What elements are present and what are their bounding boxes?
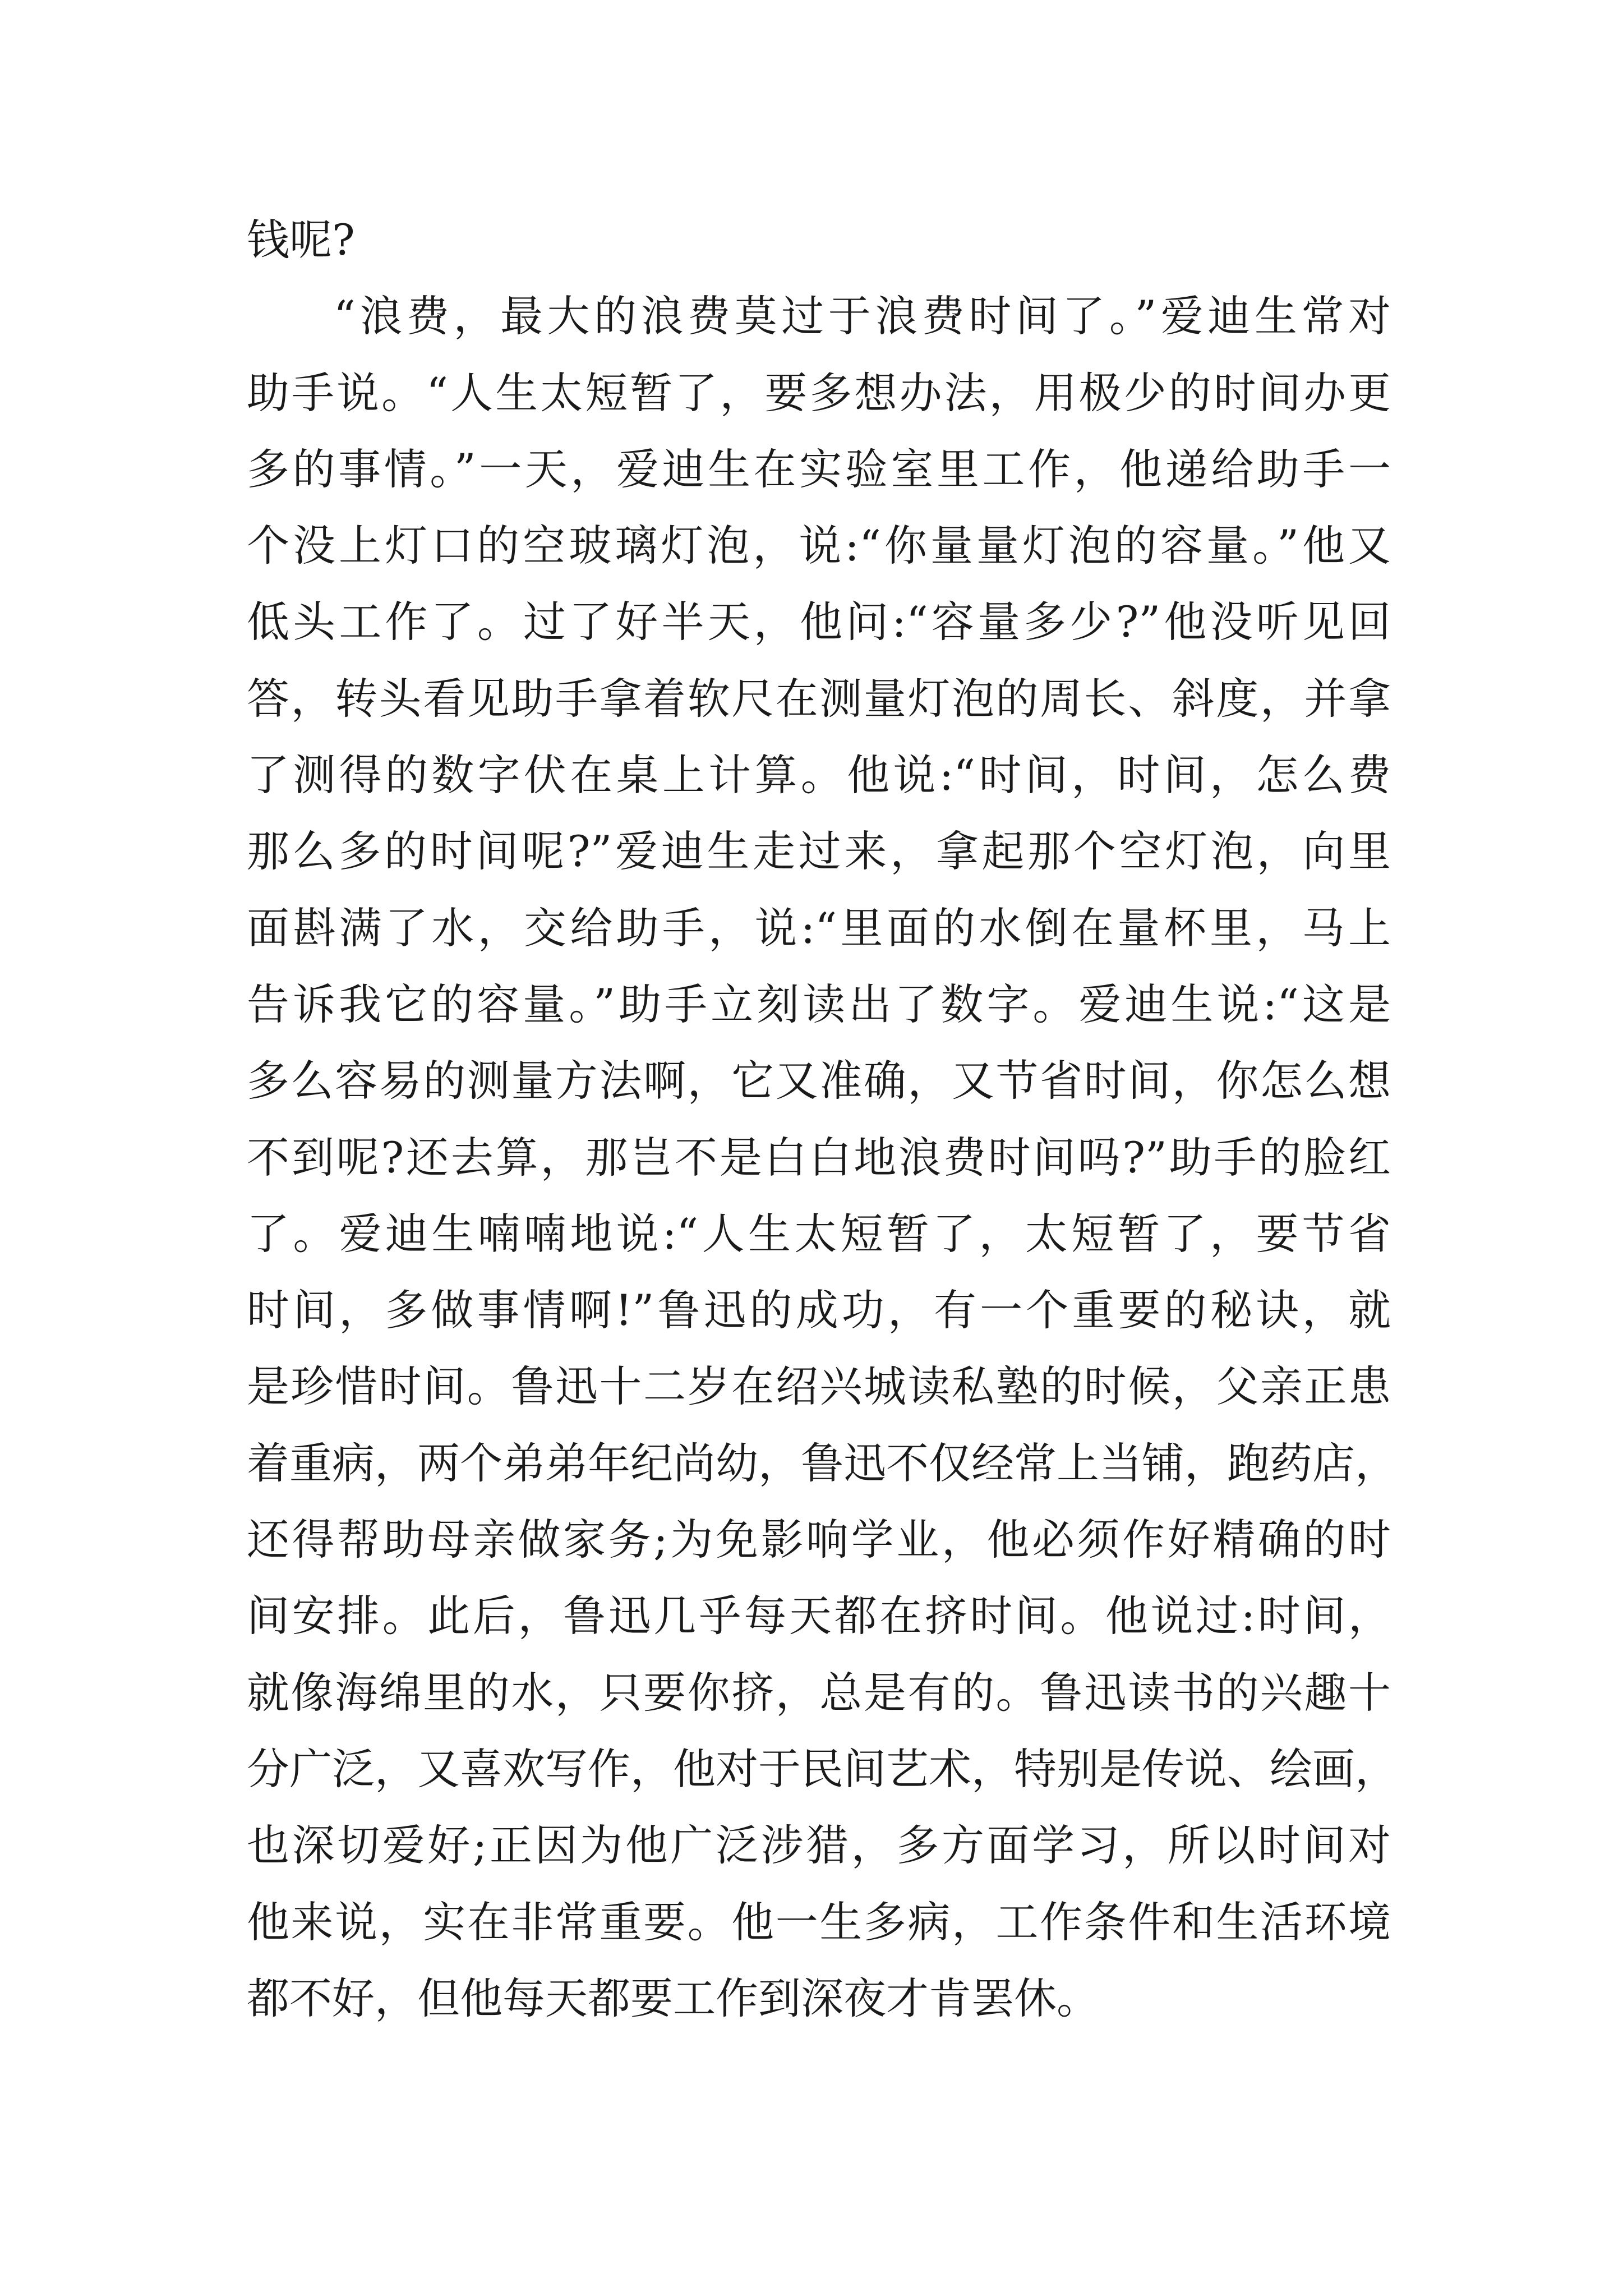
text-line: 他来说，实在非常重要。他一生多病，工作条件和生活环境 (247, 1897, 1391, 1947)
text-line: 告诉我它的容量。”助手立刻读出了数字。爱迪生说:“这是 (247, 979, 1391, 1029)
text-line: 多么容易的测量方法啊，它又准确，又节省时间，你怎么想 (247, 1056, 1391, 1106)
text-line: 答，转头看见助手拿着软尺在测量灯泡的周长、斜度，并拿 (247, 673, 1391, 724)
text-line: 助手说。“人生太短暂了，要多想办法，用极少的时间办更 (247, 367, 1391, 418)
text-line: 时间，多做事情啊!”鲁迅的成功，有一个重要的秘诀，就 (247, 1285, 1391, 1336)
text-line: 间安排。此后，鲁迅几乎每天都在挤时间。他说过:时间， (247, 1591, 1391, 1641)
text-line: 个没上灯口的空玻璃灯泡，说:“你量量灯泡的容量。”他又 (247, 521, 1391, 571)
paragraph-last-line: 都不好，但他每天都要工作到深夜才肯罢休。 (247, 1973, 1099, 2023)
text-line: 着重病，两个弟弟年纪尚幼，鲁迅不仅经常上当铺，跑药店， (247, 1438, 1398, 1488)
text-line: 是珍惜时间。鲁迅十二岁在绍兴城读私塾的时候，父亲正患 (247, 1361, 1391, 1412)
text-line: 也深切爱好;正因为他广泛涉猎，多方面学习，所以时间对 (247, 1820, 1391, 1871)
text-line: 还得帮助母亲做家务;为免影响学业，他必须作好精确的时 (247, 1515, 1391, 1565)
text-line: 钱呢? (247, 215, 355, 265)
text-line: 了测得的数字伏在桌上计算。他说:“时间，时间，怎么费 (247, 750, 1391, 800)
text-line: 多的事情。”一天，爱迪生在实验室里工作，他递给助手一 (247, 444, 1391, 494)
text-line: 不到呢?还去算，那岂不是白白地浪费时间吗?”助手的脸红 (247, 1132, 1391, 1182)
text-line: 面斟满了水，交给助手，说:“里面的水倒在量杯里，马上 (247, 903, 1391, 953)
text-line: 低头工作了。过了好半天，他问:“容量多少?”他没听见回 (247, 597, 1391, 647)
text-line: 了。爱迪生喃喃地说:“人生太短暂了，太短暂了，要节省 (247, 1208, 1391, 1259)
text-line: 那么多的时间呢?”爱迪生走过来，拿起那个空灯泡，向里 (247, 826, 1391, 877)
text-line: 就像海绵里的水，只要你挤，总是有的。鲁迅读书的兴趣十 (247, 1667, 1391, 1718)
text-line: 分广泛，又喜欢写作，他对于民间艺术，特别是传说、绘画， (247, 1743, 1398, 1794)
body-text (247, 202, 1398, 2037)
paragraph-first-line: “浪费，最大的浪费莫过于浪费时间了。”爱迪生常对 (334, 291, 1391, 342)
